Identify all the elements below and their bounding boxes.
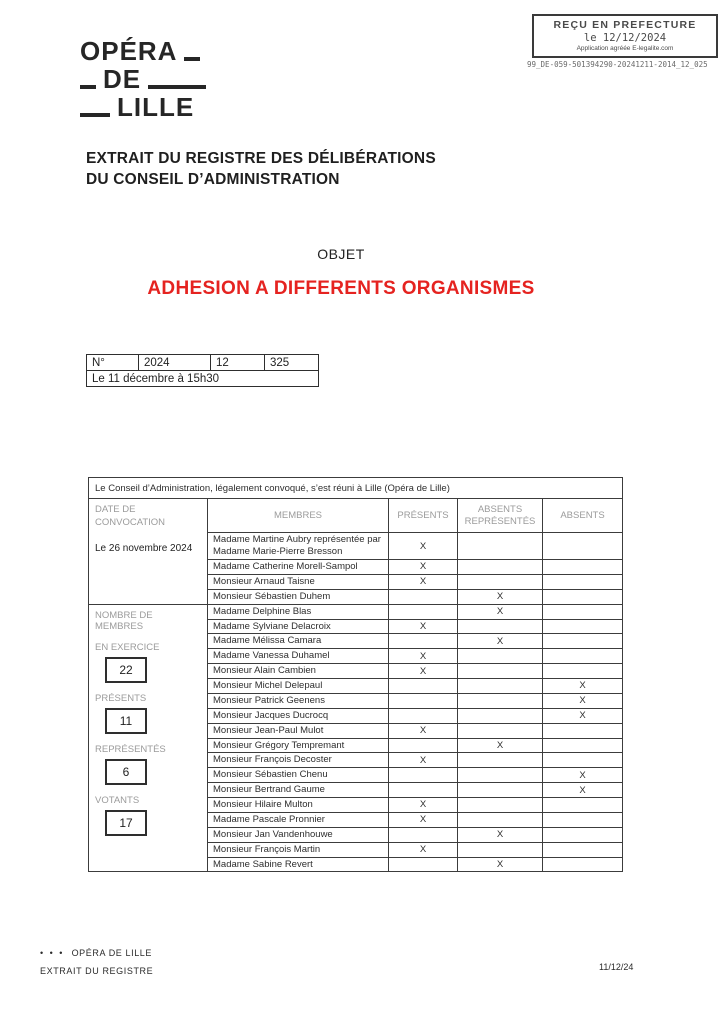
present-mark-cell: X — [389, 723, 458, 738]
present-mark-cell — [389, 693, 458, 708]
present-mark-cell: X — [389, 812, 458, 827]
absent-represented-mark-cell: X — [458, 738, 543, 753]
stat-value-box: 22 — [105, 657, 147, 683]
column-header-members: MEMBRES — [208, 499, 389, 533]
absent-mark-cell — [543, 738, 623, 753]
footer-dots: • • • — [40, 948, 65, 958]
convocation-date-header: DATE DE CONVOCATION — [95, 504, 166, 528]
present-mark-cell: X — [389, 560, 458, 575]
session-date-row — [87, 371, 319, 387]
absent-mark-cell — [543, 857, 623, 872]
logo-line-1 — [80, 36, 206, 64]
document-title — [86, 148, 436, 190]
absent-represented-mark-cell — [458, 619, 543, 634]
logo-word-de: DE — [103, 64, 142, 94]
member-name-cell: Monsieur Jan Vandenhouwe — [208, 827, 389, 842]
footer-date: 11/12/24 — [599, 962, 634, 972]
member-name-cell: Monsieur Arnaud Taisne — [208, 574, 389, 589]
reference-number-row — [87, 355, 319, 371]
present-mark-cell — [389, 738, 458, 753]
stat-label: VOTANTS — [95, 794, 140, 806]
absent-represented-mark-cell — [458, 708, 543, 723]
stamp-reference-code: 99_DE-059-501394290-20241211-2014_12_025 — [527, 60, 708, 69]
absent-mark-cell — [543, 589, 623, 604]
deliberation-subject: ADHESION A DIFFERENTS ORGANISMES — [147, 278, 535, 299]
present-mark-cell: X — [389, 533, 458, 560]
absent-mark-cell: X — [543, 708, 623, 723]
present-mark-cell: X — [389, 619, 458, 634]
column-header-absent: ABSENTS — [543, 499, 623, 533]
stamp-date: le 12/12/2024 — [583, 32, 667, 44]
convocation-date-value: Le 26 novembre 2024 — [95, 542, 193, 554]
absent-mark-cell: X — [543, 768, 623, 783]
logo-word-opera: OPÉRA — [80, 36, 178, 66]
absent-mark-cell — [543, 634, 623, 649]
absent-represented-mark-cell — [458, 798, 543, 813]
member-name-cell: Madame Sabine Revert — [208, 857, 389, 872]
logo-line-3 — [80, 92, 206, 120]
reference-number-table — [86, 354, 319, 387]
stamp-title: REÇU EN PREFECTURE — [553, 19, 697, 31]
member-name-cell: Madame Vanessa Duhamel — [208, 649, 389, 664]
member-name-cell: Madame Catherine Morell-Sampol — [208, 560, 389, 575]
member-name-cell: Monsieur Hilaire Multon — [208, 798, 389, 813]
absent-represented-mark-cell — [458, 723, 543, 738]
present-mark-cell — [389, 783, 458, 798]
absent-represented-mark-cell — [458, 533, 543, 560]
absent-mark-cell — [543, 812, 623, 827]
member-name-cell: Monsieur Jacques Ducrocq — [208, 708, 389, 723]
objet-section — [86, 246, 596, 300]
absent-mark-cell — [543, 798, 623, 813]
absent-represented-mark-cell — [458, 664, 543, 679]
member-name-cell: Madame Sylviane Delacroix — [208, 619, 389, 634]
absent-represented-mark-cell — [458, 842, 543, 857]
absent-mark-cell: X — [543, 679, 623, 694]
footer-document-type: EXTRAIT DU REGISTRE — [40, 966, 154, 976]
member-name-cell: Madame Mélissa Camara — [208, 634, 389, 649]
stat-value-box: 6 — [105, 759, 147, 785]
council-intro-row — [89, 478, 623, 499]
member-name-cell: Monsieur François Martin — [208, 842, 389, 857]
absent-mark-cell — [543, 560, 623, 575]
member-name-cell: Monsieur François Decoster — [208, 753, 389, 768]
present-mark-cell — [389, 589, 458, 604]
logo-word-lille: LILLE — [117, 92, 195, 122]
logo-underscore — [80, 113, 110, 117]
member-name-cell: Monsieur Jean-Paul Mulot — [208, 723, 389, 738]
absent-mark-cell — [543, 649, 623, 664]
footer-brand-line — [40, 948, 153, 958]
footer-brand: OPÉRA DE LILLE — [71, 948, 153, 958]
member-name-cell: Monsieur Sébastien Duhem — [208, 589, 389, 604]
ref-number: 325 — [265, 355, 319, 371]
present-mark-cell — [389, 768, 458, 783]
council-table-body — [89, 478, 623, 872]
column-header-absent-represented: ABSENTS REPRÉSENTÉS — [458, 499, 543, 533]
absent-mark-cell — [543, 842, 623, 857]
present-mark-cell: X — [389, 664, 458, 679]
objet-label: OBJET — [317, 246, 365, 262]
member-name-cell: Monsieur Bertrand Gaume — [208, 783, 389, 798]
absent-represented-mark-cell: X — [458, 634, 543, 649]
present-mark-cell: X — [389, 798, 458, 813]
absent-represented-mark-cell — [458, 753, 543, 768]
column-header-present: PRÉSENTS — [389, 499, 458, 533]
session-date: Le 11 décembre à 15h30 — [87, 371, 319, 387]
opera-de-lille-logo — [80, 36, 206, 120]
stat-label: REPRÉSENTÉS — [95, 743, 166, 755]
ref-label: N° — [87, 355, 139, 371]
document-title-line-1: EXTRAIT DU REGISTRE DES DÉLIBÉRATIONS — [86, 150, 436, 167]
present-mark-cell — [389, 634, 458, 649]
member-name-cell: Madame Martine Aubry représentée par Madame Marie-Pierre Bresson — [208, 533, 389, 560]
absent-represented-mark-cell: X — [458, 604, 543, 619]
member-name-cell: Monsieur Patrick Geenens — [208, 693, 389, 708]
council-intro-text: Le Conseil d’Administration, légalement convoqué, s’est réuni à Lille (Opéra de Lille) — [89, 478, 623, 499]
absent-represented-mark-cell — [458, 649, 543, 664]
footer-left — [40, 948, 153, 976]
member-name-cell: Monsieur Alain Cambien — [208, 664, 389, 679]
present-mark-cell — [389, 857, 458, 872]
members-stats-cell — [89, 604, 208, 872]
absent-represented-mark-cell — [458, 574, 543, 589]
absent-represented-mark-cell: X — [458, 827, 543, 842]
absent-represented-mark-cell — [458, 783, 543, 798]
member-name-cell: Madame Pascale Pronnier — [208, 812, 389, 827]
absent-represented-mark-cell — [458, 768, 543, 783]
present-mark-cell: X — [389, 842, 458, 857]
stats-title: NOMBRE DE MEMBRES — [95, 609, 153, 632]
absent-represented-mark-cell — [458, 693, 543, 708]
convocation-date-cell — [89, 499, 208, 605]
ref-month: 12 — [211, 355, 265, 371]
present-mark-cell — [389, 708, 458, 723]
absent-mark-cell — [543, 827, 623, 842]
prefecture-stamp — [532, 14, 718, 58]
absent-mark-cell — [543, 574, 623, 589]
logo-line-2 — [80, 64, 206, 92]
present-mark-cell — [389, 604, 458, 619]
present-mark-cell — [389, 827, 458, 842]
absent-mark-cell: X — [543, 693, 623, 708]
member-name-cell: Madame Delphine Blas — [208, 604, 389, 619]
absent-represented-mark-cell: X — [458, 589, 543, 604]
stat-value-box: 11 — [105, 708, 147, 734]
ref-year: 2024 — [139, 355, 211, 371]
stamp-application: Application agréée E-legalite.com — [576, 45, 674, 52]
member-name-cell: Monsieur Sébastien Chenu — [208, 768, 389, 783]
member-name-cell: Monsieur Michel Delepaul — [208, 679, 389, 694]
absent-mark-cell — [543, 753, 623, 768]
present-mark-cell — [389, 679, 458, 694]
council-attendance-table — [88, 477, 623, 872]
absent-mark-cell — [543, 533, 623, 560]
member-name-cell: Monsieur Grégory Tempremant — [208, 738, 389, 753]
logo-underscore — [184, 57, 200, 61]
member-row — [89, 604, 623, 619]
logo-underscore — [80, 85, 96, 89]
absent-mark-cell — [543, 619, 623, 634]
absent-mark-cell — [543, 604, 623, 619]
absent-represented-mark-cell — [458, 560, 543, 575]
present-mark-cell: X — [389, 649, 458, 664]
stat-label: PRÉSENTS — [95, 692, 147, 704]
council-header-row — [89, 499, 623, 533]
present-mark-cell: X — [389, 753, 458, 768]
stat-value-box: 17 — [105, 810, 147, 836]
absent-represented-mark-cell — [458, 812, 543, 827]
absent-mark-cell — [543, 664, 623, 679]
absent-represented-mark-cell: X — [458, 857, 543, 872]
absent-mark-cell: X — [543, 783, 623, 798]
stat-label: EN EXERCICE — [95, 641, 160, 653]
present-mark-cell: X — [389, 574, 458, 589]
logo-underscore — [148, 85, 206, 89]
document-title-line-2: DU CONSEIL D’ADMINISTRATION — [86, 171, 340, 188]
absent-represented-mark-cell — [458, 679, 543, 694]
absent-mark-cell — [543, 723, 623, 738]
